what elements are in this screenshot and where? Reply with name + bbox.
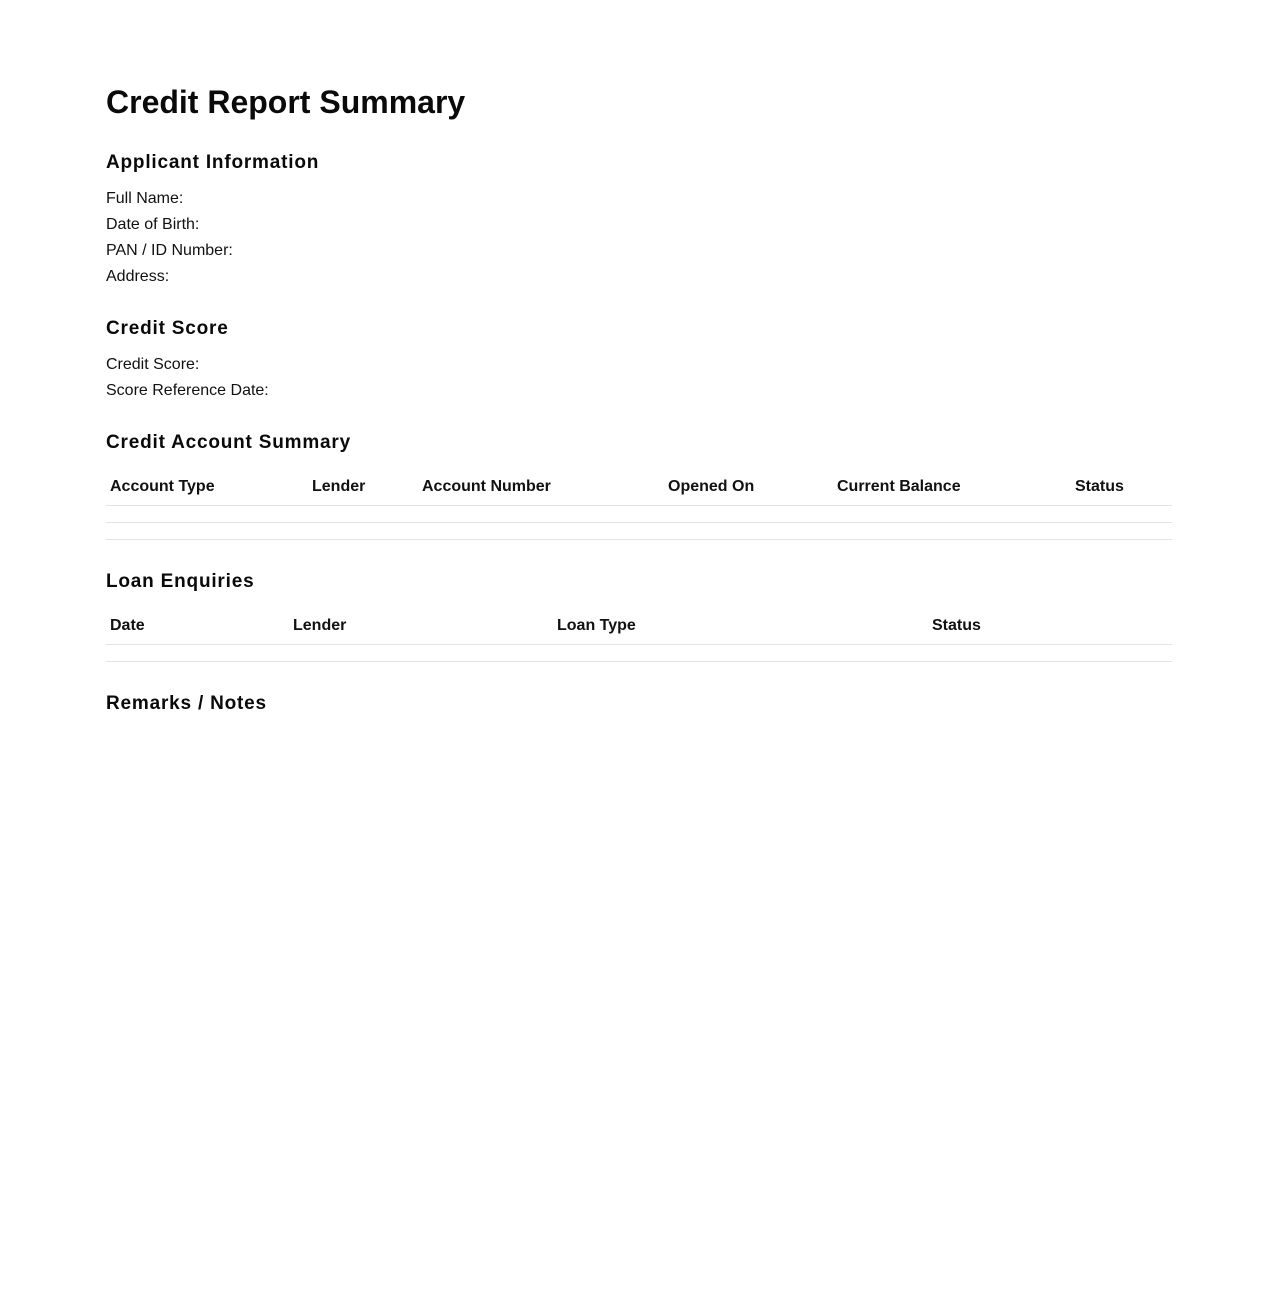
table-row (106, 645, 1172, 662)
column-header-account-number: Account Number (418, 469, 664, 506)
column-header-date: Date (106, 608, 289, 645)
cell-lender (308, 523, 418, 540)
cell-status (928, 645, 1172, 662)
column-header-status: Status (1071, 469, 1172, 506)
full-name-label: Full Name: (106, 190, 184, 207)
column-header-current-balance: Current Balance (833, 469, 1071, 506)
cell-lender (308, 506, 418, 523)
cell-lender (289, 645, 553, 662)
credit-score-label: Credit Score: (106, 356, 200, 373)
cell-current-balance (833, 523, 1071, 540)
credit-account-table (106, 469, 1172, 540)
cell-loan-type (553, 645, 928, 662)
column-header-account-type: Account Type (106, 469, 308, 506)
address-field (106, 267, 169, 287)
cell-opened-on (664, 523, 833, 540)
date-of-birth-label: Date of Birth: (106, 216, 200, 233)
credit-score-heading: Credit Score (106, 318, 229, 339)
address-label: Address: (106, 268, 170, 285)
cell-status (1071, 523, 1172, 540)
cell-current-balance (833, 506, 1071, 523)
pan-id-number-label: PAN / ID Number: (106, 242, 233, 259)
column-header-lender: Lender (289, 608, 553, 645)
cell-status (1071, 506, 1172, 523)
applicant-information-heading: Applicant Information (106, 152, 320, 173)
table-row (106, 506, 1172, 523)
full-name-field (106, 189, 183, 209)
cell-date (106, 645, 289, 662)
score-reference-date-label: Score Reference Date: (106, 382, 269, 399)
column-header-status: Status (928, 608, 1172, 645)
table-header-row (106, 469, 1172, 506)
column-header-loan-type: Loan Type (553, 608, 928, 645)
credit-score-field (106, 355, 199, 375)
remarks-notes-heading: Remarks / Notes (106, 693, 267, 714)
column-header-lender: Lender (308, 469, 418, 506)
cell-account-type (106, 523, 308, 540)
date-of-birth-field (106, 215, 199, 235)
page-title: Credit Report Summary (106, 84, 466, 120)
score-reference-date-field (106, 381, 269, 401)
column-header-opened-on: Opened On (664, 469, 833, 506)
credit-account-summary-heading: Credit Account Summary (106, 432, 351, 453)
pan-id-number-field (106, 241, 233, 261)
cell-opened-on (664, 506, 833, 523)
cell-account-number (418, 506, 664, 523)
loan-enquiries-table (106, 608, 1172, 662)
cell-account-type (106, 506, 308, 523)
loan-enquiries-heading: Loan Enquiries (106, 571, 255, 592)
table-header-row (106, 608, 1172, 645)
table-row (106, 523, 1172, 540)
cell-account-number (418, 523, 664, 540)
